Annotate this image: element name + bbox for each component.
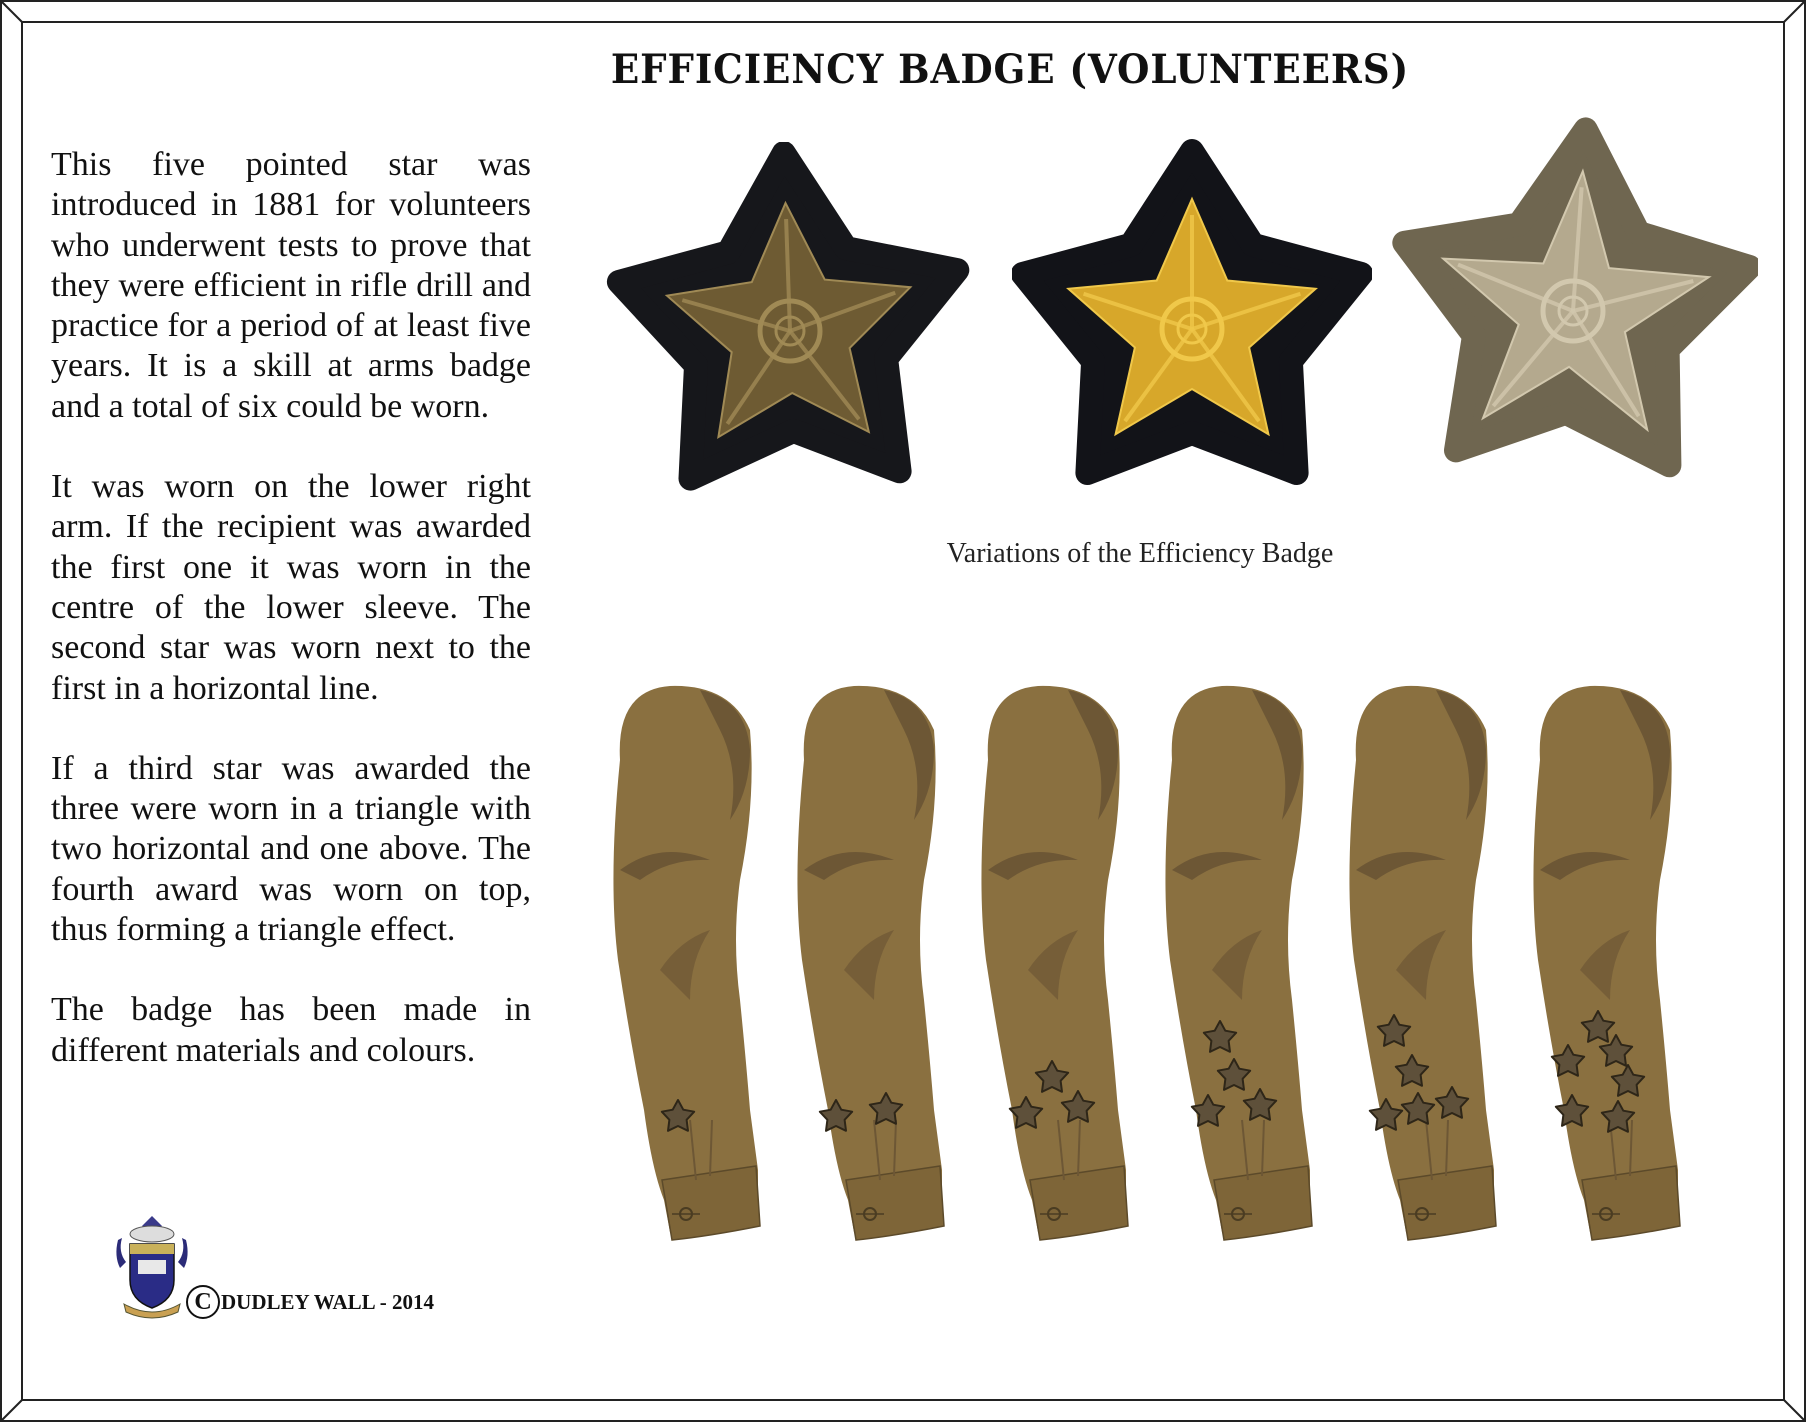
copyright-symbol: C — [186, 1285, 220, 1319]
sleeve-6 — [1533, 686, 1680, 1240]
sleeve-2 — [797, 686, 944, 1240]
paragraph-4: The badge has been made in different materials and colours. — [51, 991, 531, 1069]
khaki-star-badge-image — [1388, 112, 1758, 482]
paragraph-1: This five pointed star was introduced in 1881 for volunteers who underwent tests to prove that they were efficient in rifle drill and practice for a period of at least five years. It is a skill at arms badge and a total of six could be worn. — [51, 146, 531, 425]
page-title: EFFICIENCY BADGE (VOLUNTEERS) — [610, 46, 1410, 93]
copyright-notice — [186, 1285, 434, 1319]
description-text — [51, 145, 531, 1111]
paragraph-2: It was worn on the lower right arm. If the recipient was awarded the first one it was worn in the centre of the lower sleeve. The second star was worn next to the first in a horizontal line. — [51, 468, 531, 707]
bullion-star-badge-image — [605, 142, 975, 492]
copyright-text: DUDLEY WALL - 2014 — [221, 1289, 434, 1314]
sleeve-illustrations — [600, 680, 1720, 1270]
badge-caption: Variations of the Efficiency Badge — [946, 538, 1334, 569]
coat-of-arms-logo — [110, 1212, 194, 1320]
paragraph-3: If a third star was awarded the three were worn in a triangle with two horizontal and one above. The fourth award was worn on top, thus forming a triangle effect. — [51, 749, 531, 949]
sleeve-5 — [1349, 686, 1496, 1240]
sleeve-1 — [613, 686, 760, 1240]
gold-star-badge-image — [1012, 130, 1372, 500]
sleeve-4 — [1165, 686, 1312, 1240]
sleeve-3 — [981, 686, 1128, 1240]
